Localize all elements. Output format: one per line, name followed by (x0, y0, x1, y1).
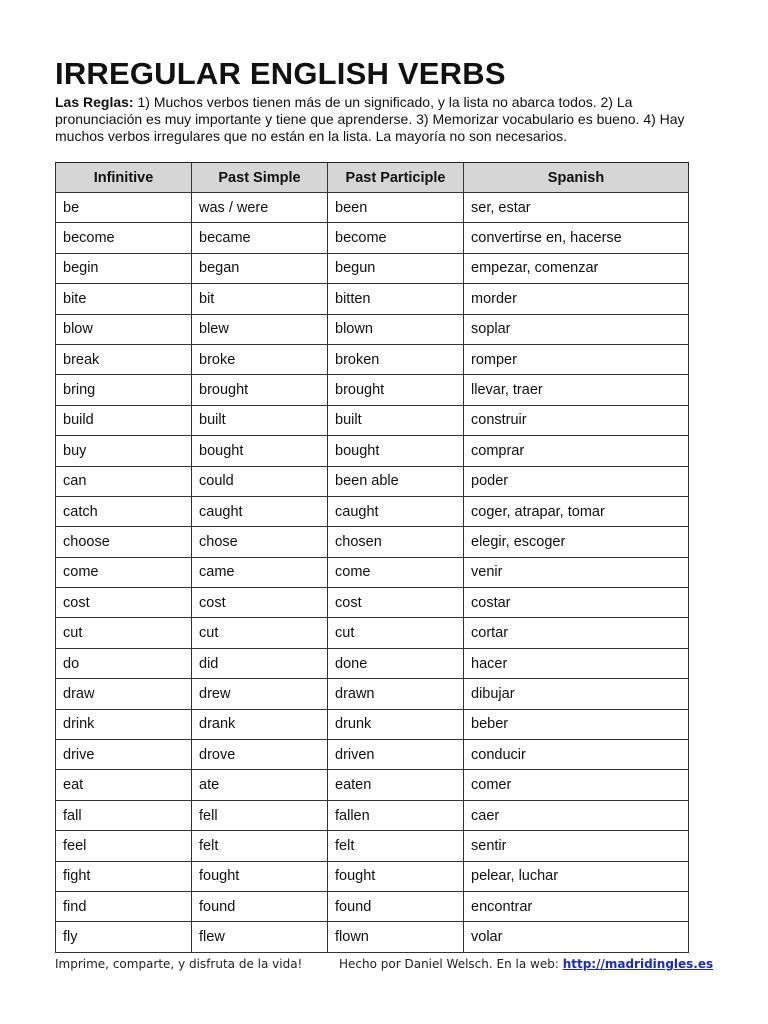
cell-past-simple: bit (192, 284, 328, 314)
table-row (56, 648, 689, 678)
cell-past-participle: been (328, 193, 464, 223)
cell-infinitive: do (56, 648, 192, 678)
cell-infinitive: bring (56, 375, 192, 405)
cell-infinitive: blow (56, 314, 192, 344)
table-row (56, 861, 689, 891)
cell-infinitive: fight (56, 861, 192, 891)
header-spanish: Spanish (464, 163, 689, 193)
cell-past-simple: felt (192, 831, 328, 861)
cell-spanish: dibujar (464, 679, 689, 709)
cell-spanish: venir (464, 557, 689, 587)
cell-past-simple: flew (192, 922, 328, 952)
table-header-row (56, 163, 689, 193)
cell-spanish: pelear, luchar (464, 861, 689, 891)
cell-spanish: costar (464, 588, 689, 618)
cell-past-simple: became (192, 223, 328, 253)
cell-spanish: poder (464, 466, 689, 496)
rules-label: Las Reglas: (55, 94, 134, 110)
rules-paragraph (55, 94, 705, 145)
cell-past-participle: bought (328, 436, 464, 466)
cell-past-participle: drunk (328, 709, 464, 739)
cell-past-simple: was / were (192, 193, 328, 223)
table-row (56, 496, 689, 526)
cell-spanish: llevar, traer (464, 375, 689, 405)
cell-infinitive: buy (56, 436, 192, 466)
cell-past-participle: done (328, 648, 464, 678)
page-title: IRREGULAR ENGLISH VERBS (55, 56, 506, 91)
cell-spanish: conducir (464, 740, 689, 770)
header-infinitive: Infinitive (56, 163, 192, 193)
table-row (56, 800, 689, 830)
cell-infinitive: cut (56, 618, 192, 648)
cell-past-participle: felt (328, 831, 464, 861)
cell-past-simple: fought (192, 861, 328, 891)
cell-spanish: hacer (464, 648, 689, 678)
cell-spanish: volar (464, 922, 689, 952)
table-row (56, 527, 689, 557)
cell-infinitive: become (56, 223, 192, 253)
cell-spanish: beber (464, 709, 689, 739)
cell-past-participle: flown (328, 922, 464, 952)
table-row (56, 557, 689, 587)
cell-past-simple: caught (192, 496, 328, 526)
cell-infinitive: bite (56, 284, 192, 314)
table-row (56, 466, 689, 496)
cell-infinitive: begin (56, 253, 192, 283)
cell-past-participle: built (328, 405, 464, 435)
table-row (56, 344, 689, 374)
cell-infinitive: be (56, 193, 192, 223)
cell-past-simple: bought (192, 436, 328, 466)
header-past-simple: Past Simple (192, 163, 328, 193)
cell-past-participle: begun (328, 253, 464, 283)
cell-past-participle: cost (328, 588, 464, 618)
table-row (56, 405, 689, 435)
cell-past-simple: drew (192, 679, 328, 709)
cell-past-simple: fell (192, 800, 328, 830)
cell-past-simple: drove (192, 740, 328, 770)
cell-spanish: elegir, escoger (464, 527, 689, 557)
cell-past-simple: ate (192, 770, 328, 800)
cell-past-simple: found (192, 891, 328, 921)
cell-infinitive: break (56, 344, 192, 374)
table-row (56, 193, 689, 223)
cell-infinitive: fly (56, 922, 192, 952)
cell-past-participle: fallen (328, 800, 464, 830)
table-row (56, 253, 689, 283)
cell-past-simple: came (192, 557, 328, 587)
cell-infinitive: come (56, 557, 192, 587)
table-row (56, 588, 689, 618)
cell-infinitive: catch (56, 496, 192, 526)
cell-past-participle: become (328, 223, 464, 253)
cell-infinitive: feel (56, 831, 192, 861)
cell-past-participle: brought (328, 375, 464, 405)
table-row (56, 375, 689, 405)
cell-spanish: comprar (464, 436, 689, 466)
table-row (56, 831, 689, 861)
table-row (56, 891, 689, 921)
rules-text: 1) Muchos verbos tienen más de un significado, y la lista no abarca todos. 2) La pronunciación es muy importante y tiene que aprenderse. 3) Memorizar vocabulario es bueno. 4) Hay muchos verbos irregulares que no están en la lista. La mayoría no son necesarios. (55, 94, 685, 144)
table-row (56, 770, 689, 800)
cell-past-simple: did (192, 648, 328, 678)
cell-past-participle: been able (328, 466, 464, 496)
cell-spanish: encontrar (464, 891, 689, 921)
cell-spanish: cortar (464, 618, 689, 648)
cell-infinitive: cost (56, 588, 192, 618)
cell-past-participle: caught (328, 496, 464, 526)
cell-past-simple: cost (192, 588, 328, 618)
cell-spanish: coger, atrapar, tomar (464, 496, 689, 526)
table-row (56, 223, 689, 253)
header-past-participle: Past Participle (328, 163, 464, 193)
cell-past-simple: brought (192, 375, 328, 405)
cell-past-simple: chose (192, 527, 328, 557)
footer-credit-text: Hecho por Daniel Welsch. En la web: (339, 957, 563, 971)
cell-spanish: ser, estar (464, 193, 689, 223)
footer-credit (339, 957, 713, 971)
table-row (56, 922, 689, 952)
cell-infinitive: drink (56, 709, 192, 739)
cell-infinitive: fall (56, 800, 192, 830)
cell-spanish: morder (464, 284, 689, 314)
cell-past-simple: drank (192, 709, 328, 739)
table-row (56, 740, 689, 770)
table-row (56, 618, 689, 648)
cell-infinitive: build (56, 405, 192, 435)
cell-infinitive: can (56, 466, 192, 496)
table-row (56, 709, 689, 739)
verbs-table (55, 162, 689, 953)
cell-spanish: empezar, comenzar (464, 253, 689, 283)
table-row (56, 314, 689, 344)
cell-infinitive: eat (56, 770, 192, 800)
cell-spanish: convertirse en, hacerse (464, 223, 689, 253)
cell-infinitive: draw (56, 679, 192, 709)
cell-past-participle: bitten (328, 284, 464, 314)
cell-spanish: romper (464, 344, 689, 374)
cell-past-simple: blew (192, 314, 328, 344)
cell-past-participle: cut (328, 618, 464, 648)
cell-past-simple: built (192, 405, 328, 435)
cell-past-participle: found (328, 891, 464, 921)
table-row (56, 679, 689, 709)
cell-past-simple: cut (192, 618, 328, 648)
cell-infinitive: choose (56, 527, 192, 557)
cell-past-participle: blown (328, 314, 464, 344)
cell-past-participle: fought (328, 861, 464, 891)
cell-spanish: sentir (464, 831, 689, 861)
cell-infinitive: find (56, 891, 192, 921)
cell-spanish: caer (464, 800, 689, 830)
cell-past-participle: chosen (328, 527, 464, 557)
cell-past-participle: broken (328, 344, 464, 374)
footer-slogan: Imprime, comparte, y disfruta de la vida! (55, 957, 303, 971)
cell-past-participle: eaten (328, 770, 464, 800)
cell-past-participle: come (328, 557, 464, 587)
table-row (56, 436, 689, 466)
cell-past-simple: broke (192, 344, 328, 374)
cell-past-simple: could (192, 466, 328, 496)
table-body (56, 193, 689, 953)
table-row (56, 284, 689, 314)
cell-past-participle: drawn (328, 679, 464, 709)
cell-infinitive: drive (56, 740, 192, 770)
cell-past-participle: driven (328, 740, 464, 770)
cell-spanish: comer (464, 770, 689, 800)
cell-spanish: construir (464, 405, 689, 435)
website-link[interactable]: http://madridingles.es (562, 957, 714, 971)
cell-past-simple: began (192, 253, 328, 283)
cell-spanish: soplar (464, 314, 689, 344)
